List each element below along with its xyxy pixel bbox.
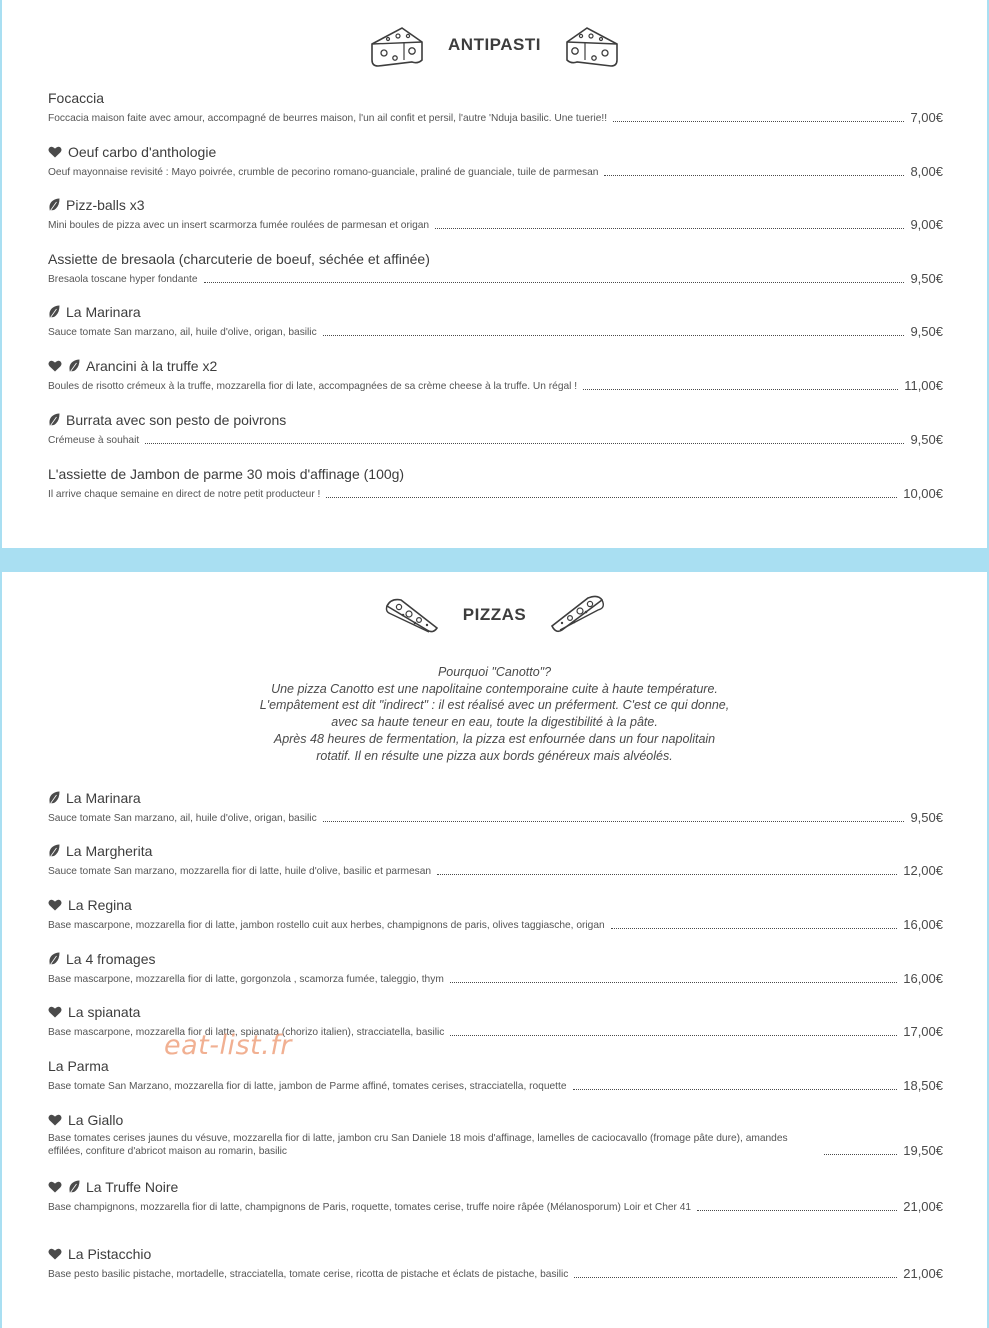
menu-item xyxy=(48,466,943,506)
item-description: Base tomate San Marzano, mozzarella fior di latte, jambon de Parme affiné, tomates cerises, stracciatella, roquette xyxy=(48,1081,567,1092)
antipasti-title: ANTIPASTI xyxy=(448,35,541,54)
menu-item xyxy=(48,144,943,184)
heart-icon xyxy=(48,1114,62,1126)
item-description: Base mascarpone, mozzarella fior di latte, jambon rostello cuit aux herbes, champignons de paris, olives taggiasche, origan xyxy=(48,920,605,931)
leaf-icon xyxy=(48,952,60,966)
item-name-text: Burrata avec son pesto de poivrons xyxy=(66,412,287,428)
dot-leader xyxy=(437,874,897,875)
leaf-icon xyxy=(48,413,60,427)
item-line xyxy=(48,863,943,878)
item-name-text: La Marinara xyxy=(66,790,141,806)
menu-item xyxy=(48,1112,943,1174)
item-description: Base mascarpone, mozzarella fior di latte, spianata (chorizo italien), stracciatella, basilic xyxy=(48,1027,445,1038)
item-line xyxy=(48,810,943,825)
item-name-text: La Truffe Noire xyxy=(86,1179,179,1195)
item-name xyxy=(48,951,156,967)
dot-leader xyxy=(323,335,905,336)
dot-leader xyxy=(204,282,905,283)
item-name-text: La Parma xyxy=(48,1058,109,1074)
pizza-slice-icon xyxy=(381,592,441,638)
item-description: Bresaola toscane hyper fondante xyxy=(48,274,198,285)
item-price: 10,00€ xyxy=(903,486,943,501)
item-line xyxy=(48,1078,943,1093)
dot-leader xyxy=(323,821,905,822)
item-price: 12,00€ xyxy=(903,863,943,878)
item-name xyxy=(48,1246,151,1262)
item-description: Base mascarpone, mozzarella fior di latte, gorgonzola , scamorza fumée, taleggio, thym xyxy=(48,974,444,985)
leaf-icon xyxy=(68,359,80,373)
menu-item xyxy=(48,90,943,130)
pizza-intro xyxy=(2,664,987,764)
item-price: 7,00€ xyxy=(910,110,943,125)
item-line xyxy=(48,324,943,339)
item-name-text: La Pistacchio xyxy=(68,1246,152,1262)
heart-icon xyxy=(48,899,62,911)
item-name xyxy=(48,251,430,267)
item-line xyxy=(48,971,943,986)
watermark: eat-list.fr xyxy=(164,1030,292,1061)
item-price: 16,00€ xyxy=(903,917,943,932)
intro-line: Pourquoi "Canotto"? xyxy=(437,665,552,679)
item-line xyxy=(48,164,943,179)
pizza-slice-icon xyxy=(548,592,608,638)
item-line xyxy=(48,271,943,286)
dot-leader xyxy=(573,1089,898,1090)
item-line xyxy=(48,378,943,393)
item-description: Crémeuse à souhait xyxy=(48,435,140,446)
item-name xyxy=(48,304,141,320)
item-description: Oeuf mayonnaise revisité : Mayo poivrée, crumble de pecorino romano-guanciale, praliné de guanciale, tuile de parmesan xyxy=(48,167,599,178)
item-description: Foccacia maison faite avec amour, accompagné de beurres maison, l'un ail confit et persil, l'autre 'Nduja basilic. Une tuerie!! xyxy=(48,113,608,124)
leaf-icon xyxy=(48,305,60,319)
heart-icon xyxy=(48,1181,62,1193)
item-price: 21,00€ xyxy=(903,1266,943,1281)
leaf-icon xyxy=(68,1180,80,1194)
menu-item xyxy=(48,790,943,830)
antipasti-header xyxy=(2,20,987,70)
item-name xyxy=(48,1112,123,1128)
pizzas-section xyxy=(2,572,987,1328)
item-price: 21,00€ xyxy=(903,1199,943,1214)
cheese-icon xyxy=(563,20,621,70)
item-price: 9,50€ xyxy=(910,432,943,447)
menu-item xyxy=(48,843,943,883)
item-name-text: La Margherita xyxy=(66,843,153,859)
menu-item xyxy=(48,251,943,291)
menu-item xyxy=(48,1246,943,1286)
item-name xyxy=(48,90,104,106)
section-divider xyxy=(2,548,987,572)
item-name-text: Oeuf carbo d'anthologie xyxy=(68,144,217,160)
dot-leader xyxy=(450,982,897,983)
item-name-text: La Marinara xyxy=(66,304,141,320)
item-description: Il arrive chaque semaine en direct de notre petit producteur ! xyxy=(48,489,321,500)
item-line xyxy=(48,917,943,932)
heart-icon xyxy=(48,1248,62,1260)
dot-leader xyxy=(824,1154,897,1155)
item-name-text: Focaccia xyxy=(48,90,105,106)
item-description: Base tomates cerises jaunes du vésuve, mozzarella fior di latte, jambon cru San Daniele 18 mois d'affinage, lamelles de caciocavallo (fromage pâte dure), amandes effilées, confiture d'abricot maison au romarin, basilic xyxy=(48,1133,788,1157)
item-name-text: Arancini à la truffe x2 xyxy=(86,358,218,374)
dot-leader xyxy=(604,175,904,176)
item-name-text: La Giallo xyxy=(68,1112,124,1128)
item-description: Base pesto basilic pistache, mortadelle, stracciatella, tomate cerise, ricotta de pistache et éclats de pistache, basilic xyxy=(48,1269,569,1280)
intro-line: avec sa haute teneur en eau, toute la digestibilité à la pâte. xyxy=(331,715,658,730)
dot-leader xyxy=(611,928,898,929)
menu-item xyxy=(48,197,943,237)
dot-leader xyxy=(435,228,904,229)
dot-leader xyxy=(326,497,897,498)
item-line xyxy=(48,110,943,125)
intro-line: Après 48 heures de fermentation, la pizza est enfournée dans un four napolitain xyxy=(273,731,716,746)
item-price: 9,00€ xyxy=(910,217,943,232)
item-description: Mini boules de pizza avec un insert scarmorza fumée roulées de parmesan et origan xyxy=(48,220,430,231)
item-name xyxy=(48,1179,178,1195)
heart-icon xyxy=(48,360,62,372)
item-name xyxy=(48,843,152,859)
item-line xyxy=(48,1132,943,1158)
item-name xyxy=(48,358,217,374)
item-line xyxy=(48,432,943,447)
dot-leader xyxy=(574,1277,897,1278)
item-price: 9,50€ xyxy=(910,324,943,339)
heart-icon xyxy=(48,146,62,158)
item-description: Base champignons, mozzarella fior di latte, champignons de Paris, roquette, tomates cerise, truffe noire râpée (Mélanosporum) Loir et Cher 41 xyxy=(48,1202,692,1213)
item-price: 9,50€ xyxy=(910,271,943,286)
item-price: 16,00€ xyxy=(903,971,943,986)
item-name xyxy=(48,412,286,428)
dot-leader xyxy=(583,389,898,390)
item-name xyxy=(48,1004,140,1020)
item-line xyxy=(48,1266,943,1281)
item-name-text: Pizz-balls x3 xyxy=(66,197,145,213)
item-name-text: La Regina xyxy=(68,897,132,913)
item-name xyxy=(48,466,404,482)
menu-item xyxy=(48,1058,943,1098)
item-price: 18,50€ xyxy=(903,1078,943,1093)
item-price: 19,50€ xyxy=(903,1143,943,1158)
item-description: Sauce tomate San marzano, ail, huile d'olive, origan, basilic xyxy=(48,813,317,824)
item-line xyxy=(48,1199,943,1214)
cheese-icon xyxy=(368,20,426,70)
pizzas-title: PIZZAS xyxy=(462,605,527,624)
dot-leader xyxy=(613,121,904,122)
leaf-icon xyxy=(48,844,60,858)
intro-line: L'empâtement est dit "indirect" : il est réalisé avec un préferment. C'est ce qui donne, xyxy=(259,698,730,713)
heart-icon xyxy=(48,1006,62,1018)
menu-item xyxy=(48,897,943,937)
item-name-text: La spianata xyxy=(68,1004,141,1020)
item-description: Sauce tomate San marzano, mozzarella fior di latte, huile d'olive, basilic et parmesan xyxy=(48,866,432,877)
intro-line: rotatif. Il en résulte une pizza aux bords généreux mais alvéolés. xyxy=(316,748,673,763)
leaf-icon xyxy=(48,198,60,212)
item-name xyxy=(48,790,141,806)
item-description: Boules de risotto crémeux à la truffe, mozzarella fior di late, accompagnées de sa crème cheese à la truffe. Un régal ! xyxy=(48,381,578,392)
item-description: Sauce tomate San marzano, ail, huile d'olive, origan, basilic xyxy=(48,327,317,338)
dot-leader xyxy=(145,443,904,444)
item-name-text: Assiette de bresaola (charcuterie de boeuf, séchée et affinée) xyxy=(48,251,430,267)
item-name xyxy=(48,897,132,913)
item-line xyxy=(48,217,943,232)
menu-item xyxy=(48,951,943,991)
menu-item xyxy=(48,358,943,398)
dot-leader xyxy=(697,1210,897,1211)
item-name xyxy=(48,1058,109,1074)
menu-item xyxy=(48,304,943,344)
menu-item xyxy=(48,412,943,452)
intro-line: Une pizza Canotto est une napolitaine contemporaine cuite à haute température. xyxy=(271,681,718,696)
item-price: 11,00€ xyxy=(904,378,943,393)
item-price: 9,50€ xyxy=(910,810,943,825)
item-line xyxy=(48,486,943,501)
item-price: 17,00€ xyxy=(903,1024,943,1039)
menu-item xyxy=(48,1179,943,1241)
dot-leader xyxy=(450,1035,897,1036)
antipasti-section xyxy=(2,0,987,548)
item-name xyxy=(48,197,145,213)
item-name xyxy=(48,144,216,160)
leaf-icon xyxy=(48,791,60,805)
item-name-text: La 4 fromages xyxy=(66,951,156,967)
item-price: 8,00€ xyxy=(910,164,943,179)
item-name-text: L'assiette de Jambon de parme 30 mois d'affinage (100g) xyxy=(48,466,405,482)
pizzas-header xyxy=(2,592,987,638)
